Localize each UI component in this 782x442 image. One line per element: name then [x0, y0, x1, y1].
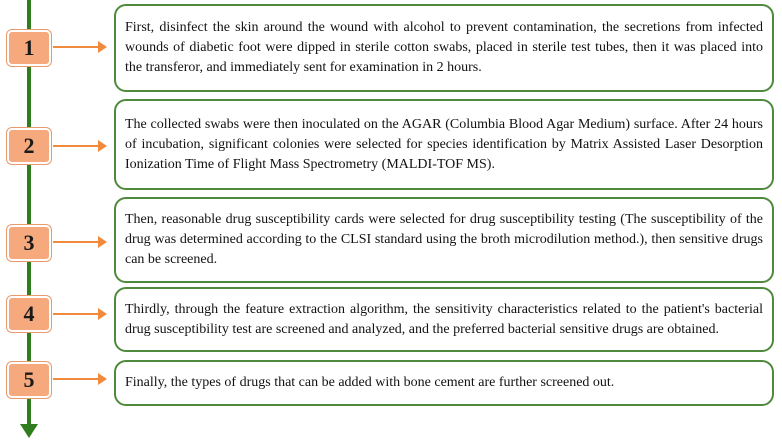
step-1-text: First, disinfect the skin around the wound with alcohol to prevent contamination, the secretions from infected wounds of diabetic foot were dipped in sterile cotton swabs, placed in sterile test tubes, then it was placed into the transferor, and immediately sent for examination in 2 hours.: [125, 20, 763, 75]
step-4-text: Thirdly, through the feature extraction algorithm, the sensitivity characteristics related to the patient's bacterial drug susceptibility test are screened and analyzed, and the preferred bacterial sensitive drugs are obtained.: [125, 301, 763, 337]
step-4-box: [114, 287, 774, 352]
step-3-text: Then, reasonable drug susceptibility cards were selected for drug susceptibility testing (The susceptibility of the drug was determined according to the CLSI standard using the broth microdilution method.), then sensitive drugs can be screened.: [125, 212, 763, 267]
step-5-box: [114, 360, 774, 406]
step-2-box: [114, 99, 774, 190]
step-5-text: Finally, the types of drugs that can be added with bone cement are further screened out.: [125, 375, 615, 390]
step-2-text: The collected swabs were then inoculated on the AGAR (Columbia Blood Agar Medium) surface. After 24 hours of incubation, significant colonies were selected for species identification by Matrix Assisted Laser Desorption Ionization Time of Flight Mass Spectrometry (MALDI-TOF MS).: [125, 116, 763, 172]
step-3-connector-arrow: [53, 241, 105, 243]
step-4-connector-arrow: [53, 313, 105, 315]
step-2-badge: 2: [7, 128, 51, 164]
step-5-badge: 5: [7, 362, 51, 398]
timeline-arrowhead: [20, 424, 38, 438]
step-2-connector-arrow: [53, 145, 105, 147]
step-5-connector-arrow: [53, 378, 105, 380]
step-1-badge: 1: [7, 30, 51, 66]
step-1-box: [114, 4, 774, 92]
step-1-connector-arrow: [53, 46, 105, 48]
step-3-badge: 3: [7, 225, 51, 261]
step-3-box: [114, 197, 774, 283]
step-4-badge: 4: [7, 296, 51, 332]
